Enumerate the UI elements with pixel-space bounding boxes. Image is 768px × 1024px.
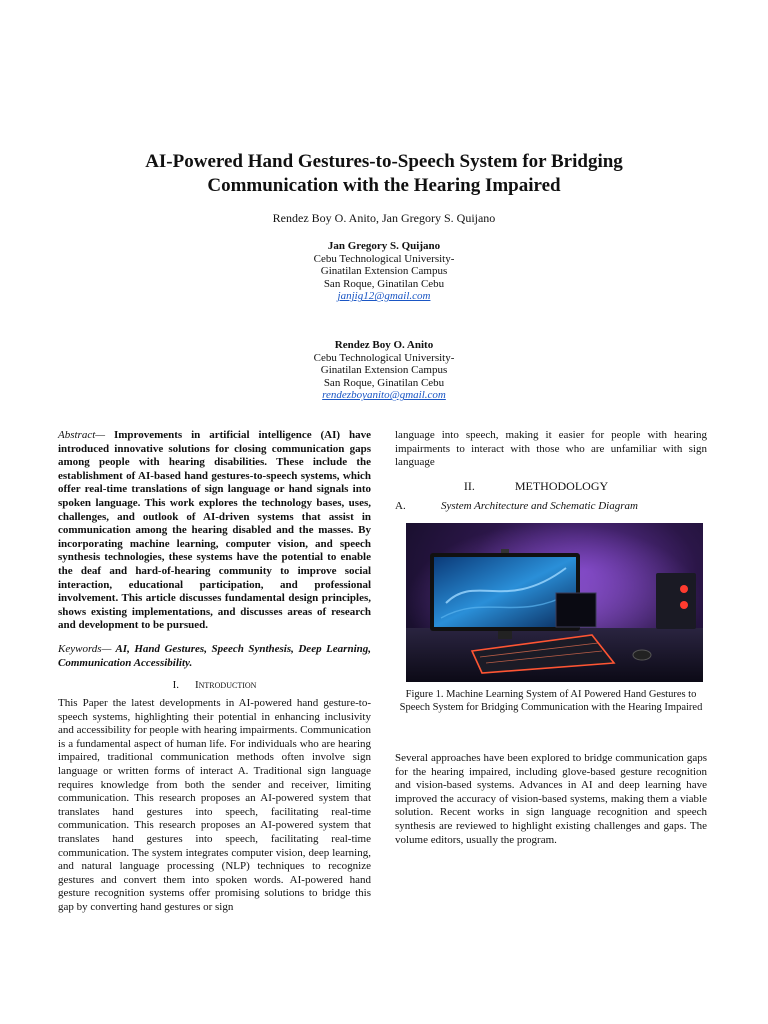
mouse: [633, 650, 651, 660]
subsection-title: System Architecture and Schematic Diagram: [441, 500, 638, 512]
abstract-label: Abstract—: [58, 429, 106, 441]
abstract: [58, 429, 371, 633]
affiliation-line: San Roque, Ginatilan Cebu: [323, 376, 445, 389]
figure-1-image: [406, 523, 703, 682]
section-title: METHODOLOGY: [514, 479, 609, 493]
section-number: I.: [172, 679, 179, 691]
right-column-paragraph-2: [395, 752, 707, 847]
webcam: [501, 549, 509, 553]
tower-light: [680, 601, 688, 609]
section-number: II.: [463, 479, 475, 493]
affiliation-line: Ginatilan Extension Campus: [320, 364, 448, 377]
author-list: Rendez Boy O. Anito, Jan Gregory S. Quijano: [272, 211, 496, 225]
tower-light: [680, 585, 688, 593]
section-heading-introduction: [58, 679, 371, 691]
affiliation-name: Rendez Boy O. Anito: [334, 339, 434, 351]
subsection-letter: A.: [395, 500, 406, 512]
title-line-2: Communication with the Hearing Impaired: [207, 175, 561, 196]
keywords-label: Keywords—: [58, 643, 112, 655]
intro-paragraph: This Paper the latest developments in AI-powered hand gesture-to-speech systems, highlighting their potential in enhancing inclusivity and accessibility for people with hearing impairments. Communication is a fundamental aspect of human life. For individuals who are hearing impaired, traditional communication methods often involve sign language or written forms of interact A. Traditional sign language requires knowledge from both the sender and receiver, limiting communication. This research proposes an AI-powered system that translates hand gestures into speech, facilitating real-time communication. This research proposes an AI-powered system that translates hand gestures into speech, facilitating real-time communication. The system integrates computer vision, deep learning, and natural language processing (NLP) techniques to recognize gestures and convert them into spoken words. AI-powered hand gesture recognition systems offer promising solutions to bridge this gap by converting hand gestures or sign: [58, 697, 371, 913]
affiliation-line: Ginatilan Extension Campus: [320, 265, 448, 278]
affiliation-block-1: [184, 240, 584, 303]
figure-caption: Figure 1. Machine Learning System of AI Powered Hand Gestures to Speech System for Bridging Communication with the Hearing Impaired: [399, 689, 703, 713]
paper-title: [60, 150, 708, 198]
abstract-text: Improvements in artificial intelligence (AI) have introduced innovative solutions for closing communication gaps among people with hearing disabilities. These include the establishment of AI-based hand gestures-to-speech systems, which offer real-time translations of sign language or hand signals into spoken language. This work explores the technology bases, uses, challenges, and outlook of AI-driven systems that assist in communication among the hearing disabled and the masses. By incorporating machine learning, computer vision, and speech synthesis technologies, these systems have the potential to enable the deaf and hard-of-hearing community to improve social interaction, educational participation, and professional involvement. This article discusses fundamental design principles, shows existing implementations, and discusses areas of research and development to be pursued.: [58, 429, 371, 632]
section-heading-methodology: [395, 479, 707, 494]
affiliation-line: Cebu Technological University-: [313, 252, 455, 265]
affiliation-line: Cebu Technological University-: [313, 351, 455, 364]
introduction-text: [58, 697, 371, 915]
email-link[interactable]: janjig12@gmail.com: [337, 290, 431, 303]
pc-tower: [656, 573, 696, 629]
secondary-display: [556, 593, 596, 627]
right-column-paragraph-1: [395, 429, 707, 470]
keywords-text: AI, Hand Gestures, Speech Synthesis, Deep Learning, Communication Accessibility.: [58, 643, 371, 669]
affiliation-line: San Roque, Ginatilan Cebu: [323, 277, 445, 290]
email-link[interactable]: rendezboyanito@gmail.com: [322, 389, 446, 402]
affiliation-name: Jan Gregory S. Quijano: [327, 240, 441, 252]
subsection-heading: [395, 500, 638, 512]
paragraph: Several approaches have been explored to bridge communication gaps for the hearing impaired, including glove-based gesture recognition and vision-based systems. Advances in AI and deep learning have improved the accuracy of vision-based systems, making them a viable solution. Recent works in sign language recognition and speech synthesis are reviewed to highlight existing challenges and gaps. The volume editors, usually the program.: [395, 752, 707, 846]
affiliation-block-2: [184, 339, 584, 402]
keywords: [58, 643, 371, 670]
monitor-stand: [498, 631, 512, 639]
title-line-1: AI-Powered Hand Gestures-to-Speech System for Bridging: [145, 151, 623, 172]
paragraph: language into speech, making it easier for people with hearing impairments to interact with those who are unfamiliar with sign language: [395, 429, 707, 469]
section-title: Introduction: [194, 679, 257, 691]
desk-setup-illustration: [406, 523, 703, 682]
